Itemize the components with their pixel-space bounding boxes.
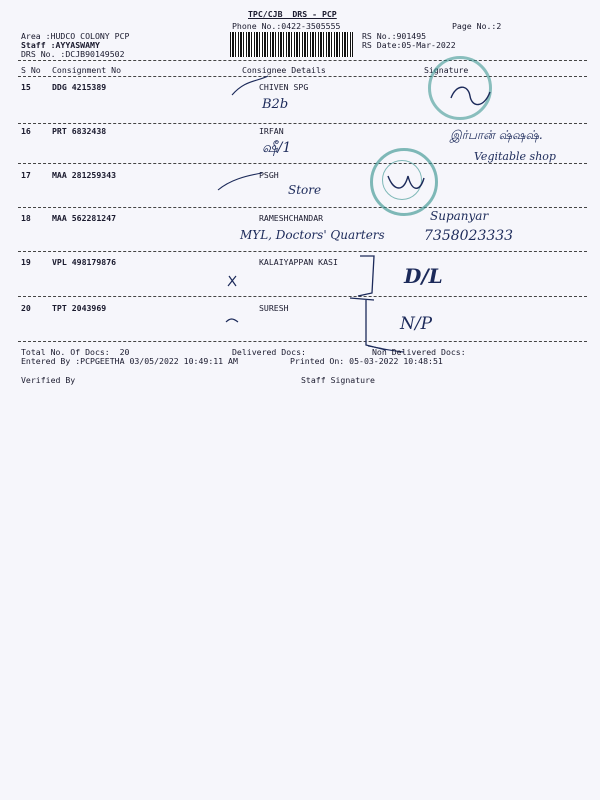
handwriting-r20: N/P [400,314,433,334]
row-consignment: MAA 562281247 [52,213,117,223]
row-sno: 17 [21,170,31,180]
row-consignee: CHIVEN SPG [259,82,309,92]
col-header-sno: S No [21,65,41,75]
row-consignee: IRFAN [259,126,284,136]
rs-number: RS No.:901495 [362,31,427,41]
handwriting-r19: D/L [404,264,443,288]
row-consignee: PSGH [259,170,279,180]
handwriting-r16: ஷீ/1 [262,140,292,156]
total-docs: Total No. Of Docs: 20 [21,347,130,357]
row-sno: 15 [21,82,31,92]
staff-field: Staff :AYYASWAMY [21,40,100,50]
row-consignment: VPL 498179876 [52,257,117,267]
rs-date: RS Date:05-Mar-2022 [362,40,456,50]
row-consignee: KALAIYAPPAN KASI [259,257,338,267]
col-header-consignment: Consignment No [52,65,122,75]
handwriting-r16-note: இர்பான் ஷ்ஷஷ். [450,128,543,142]
printed-on: Printed On: 05-03-2022 10:48:51 [290,356,443,366]
row-sno: 19 [21,257,31,267]
staff-signature-label: Staff Signature [301,375,375,385]
non-delivered-docs: Non Delivered Docs: [372,347,466,357]
entered-by: Entered By :PCPGEETHA 03/05/2022 10:49:11 AM [21,356,238,366]
handwriting-r18-phone: 7358023333 [424,228,514,244]
handwriting-r18-address: MYL, Doctors' Quarters [240,228,385,242]
col-header-signature: Signature [424,65,469,75]
row-consignee: RAMESHCHANDAR [259,213,324,223]
handwriting-r16-shop: Vegitable shop [474,150,556,163]
drs-number: DRS No. :DCJB90149502 [21,49,125,59]
row-sno: 18 [21,213,31,223]
row-sno: 20 [21,303,31,313]
handwriting-r15: B2b [262,97,289,112]
row-consignment: DDG 4215389 [52,82,107,92]
delivered-docs: Delivered Docs: [232,347,306,357]
handwriting-r18-name: Supanyar [430,209,489,223]
row-consignment: MAA 281259343 [52,170,117,180]
col-header-consignee: Consignee Details [242,65,326,75]
phone-number: Phone No.:0422-3505555 [232,21,341,31]
row-consignee: SURESH [259,303,289,313]
handwriting-r17: Store [288,183,322,197]
row-sno: 16 [21,126,31,136]
document-title: TPC/CJB DRS - PCP [248,9,337,19]
row-consignment: PRT 6832438 [52,126,107,136]
verified-by-label: Verified By [21,375,76,385]
page-number: Page No.:2 [452,21,502,31]
area-field: Area :HUDCO COLONY PCP [21,31,130,41]
row-consignment: TPT 2043969 [52,303,107,313]
